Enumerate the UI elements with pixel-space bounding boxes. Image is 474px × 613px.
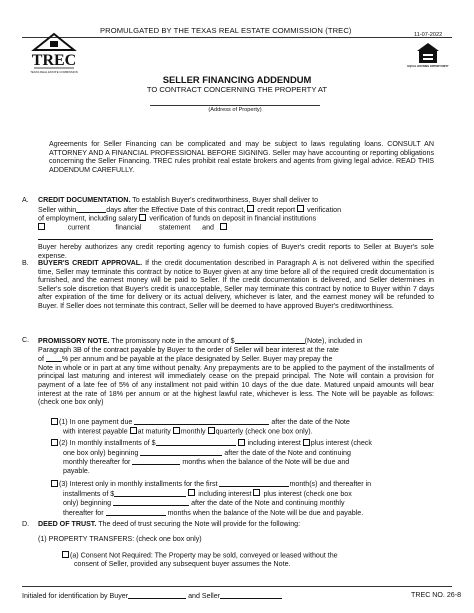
verification-checkbox[interactable] bbox=[297, 205, 304, 212]
address-caption: (Address of Property) bbox=[208, 107, 262, 113]
note-amount-field[interactable] bbox=[235, 336, 305, 344]
section-d: DEED OF TRUST. The deed of trust securing the Note will provide for the following: bbox=[38, 520, 301, 528]
section-b-heading: BUYER'S CREDIT APPROVAL. bbox=[38, 259, 143, 267]
section-a-heading: CREDIT DOCUMENTATION. bbox=[38, 196, 131, 204]
equal-housing-icon bbox=[407, 42, 449, 72]
section-a-label: A. bbox=[22, 196, 29, 204]
interest-only-months-field[interactable] bbox=[219, 479, 289, 487]
page-subtitle: TO CONTRACT CONCERNING THE PROPERTY AT bbox=[146, 85, 328, 94]
funds-checkbox[interactable] bbox=[139, 214, 146, 221]
option-3-checkbox[interactable] bbox=[51, 480, 58, 487]
consent-not-required: (a) Consent Not Required: The Property may be sold, conveyed or leased without the consent of Seller, provided any subsequent buyer assumes the Note. bbox=[62, 551, 442, 569]
buyer-initials-field[interactable] bbox=[128, 591, 186, 599]
option-2-checkbox[interactable] bbox=[51, 439, 58, 446]
form-number: TREC NO. 26-8 bbox=[411, 591, 462, 599]
including-interest-checkbox-2[interactable] bbox=[238, 439, 245, 446]
interest-rate-field[interactable] bbox=[46, 354, 62, 362]
section-d-label: D. bbox=[22, 520, 30, 528]
including-interest-checkbox-3[interactable] bbox=[188, 489, 195, 496]
one-payment-field[interactable] bbox=[134, 417, 269, 425]
property-transfers: (1) PROPERTY TRANSFERS: (check one box only) bbox=[38, 535, 202, 543]
consent-not-required-checkbox[interactable] bbox=[62, 551, 69, 558]
months-field-2[interactable] bbox=[132, 457, 180, 465]
trec-logo-subtext: TEXAS REAL ESTATE COMMISSION bbox=[30, 70, 78, 74]
trec-logo bbox=[28, 32, 80, 76]
footer-initials: Initialed for identification by Buyer and Seller bbox=[22, 591, 282, 601]
at-maturity-checkbox[interactable] bbox=[130, 427, 137, 434]
section-c-heading: PROMISSORY NOTE. bbox=[38, 337, 110, 345]
months-field-3[interactable] bbox=[106, 508, 166, 516]
quarterly-checkbox[interactable] bbox=[208, 427, 215, 434]
section-a: CREDIT DOCUMENTATION. To establish Buyer's creditworthiness, Buyer shall deliver to Seller within days after the Effective Date of this contract, credit report verification of employment, including salary verification of funds on deposit in financial institutions current financial statement and Buyer hereby authorizes any credit reporting agency to furnish copies of Buyer's credit reports to Seller at Buyer's sole expense. bbox=[38, 196, 434, 260]
monthly-checkbox[interactable] bbox=[173, 427, 180, 434]
seller-initials-field[interactable] bbox=[220, 591, 282, 599]
monthly-installment-field[interactable] bbox=[156, 438, 236, 446]
header-rule bbox=[22, 37, 452, 38]
intro-paragraph: Agreements for Seller Financing can be complicated and may be subject to laws regulating loans. CONSULT AN ATTORNEY AND A FINANCIAL PROFESSIONAL BEFORE SIGNING. Seller may have accounting or reporting obligations concerning the Seller Financing. TREC rules prohibit real estate brokers and agents from giving legal advice. READ THIS ADDENDUM CAREFULLY. bbox=[49, 140, 434, 174]
beginning-field-3[interactable] bbox=[113, 498, 189, 506]
section-c: PROMISSORY NOTE. The promissory note in the amount of $ (Note), included in Paragraph 3B of the contract payable by Buyer to the order of Seller will bear interest at the rate of % per annum and be payable at the place designated by Seller. Buyer may prepay the Note in whole or in part at any time without penalty. Any prepayments are to be applied to the payment of the installments of principal last maturing and interest will immediately cease on the prepaid principal. The Note will contain a provision for payment of a late fee of 5% of any installment not paid within 10 days of the due date. Matured unpaid amounts will bear interest at the rate of 18% per annum or at the highest lawful rate, whichever is less. The Note will be payable as follows: (check one box only) bbox=[38, 337, 434, 407]
form-date: 11-07-2022 bbox=[414, 32, 443, 38]
eho-text: EQUAL HOUSING OPPORTUNITY bbox=[407, 65, 449, 68]
option-1-checkbox[interactable] bbox=[51, 418, 58, 425]
plus-interest-checkbox-3[interactable] bbox=[253, 489, 260, 496]
trec-logo-text: TREC bbox=[31, 52, 77, 69]
financial-statement-checkbox[interactable] bbox=[38, 223, 45, 230]
other-docs-field[interactable] bbox=[38, 232, 433, 240]
section-b-label: B. bbox=[22, 259, 29, 267]
credit-report-checkbox[interactable] bbox=[247, 205, 254, 212]
payment-option-1: (1) In one payment due after the date of the Note with interest payable at maturity monthly quarterly (check one box only). bbox=[51, 417, 441, 436]
beginning-field-2[interactable] bbox=[140, 448, 222, 456]
days-field[interactable] bbox=[76, 205, 106, 213]
payment-option-2: (2) In monthly installments of $ including interest plus interest (check one box only) beginning after the date of the Note and continuing monthly thereafter for months when the balance of the Note will be due and payable. bbox=[51, 438, 441, 475]
section-c-label: C. bbox=[22, 336, 30, 344]
plus-interest-checkbox-2[interactable] bbox=[303, 439, 310, 446]
footer-rule bbox=[22, 586, 452, 587]
installments-amount-field[interactable] bbox=[114, 489, 186, 497]
other-checkbox[interactable] bbox=[220, 223, 227, 230]
payment-option-3: (3) Interest only in monthly installments for the first month(s) and thereafter in installments of $ including interest plus interest (check one box only) beginning after the date of the Note and continuing monthly thereafter for months when the balance of the Note will be due and payable. bbox=[51, 479, 441, 517]
section-b: BUYER'S CREDIT APPROVAL. If the credit documentation described in Paragraph A is not delivered within the specified time, Seller may terminate this contract by notice to Buyer given at any time before all of the required credit documentation is furnished, and the earnest money will be paid to Seller. If the credit documentation is delivered, and Seller determines in Seller's sole discretion that Buyer's credit is unacceptable, Seller may terminate this contract by notice to Buyer within 7 days after expiration of the time for delivery or its actual delivery, whichever is later, and the earnest money will be refunded to Buyer. If Seller does not terminate this contract, Seller will be deemed to have approved Buyer's creditworthiness. bbox=[38, 259, 434, 310]
promulgated-line: PROMULGATED BY THE TEXAS REAL ESTATE COMMISSION (TREC) bbox=[100, 26, 352, 35]
section-d-heading: DEED OF TRUST. bbox=[38, 520, 97, 528]
page-title: SELLER FINANCING ADDENDUM bbox=[162, 74, 312, 85]
